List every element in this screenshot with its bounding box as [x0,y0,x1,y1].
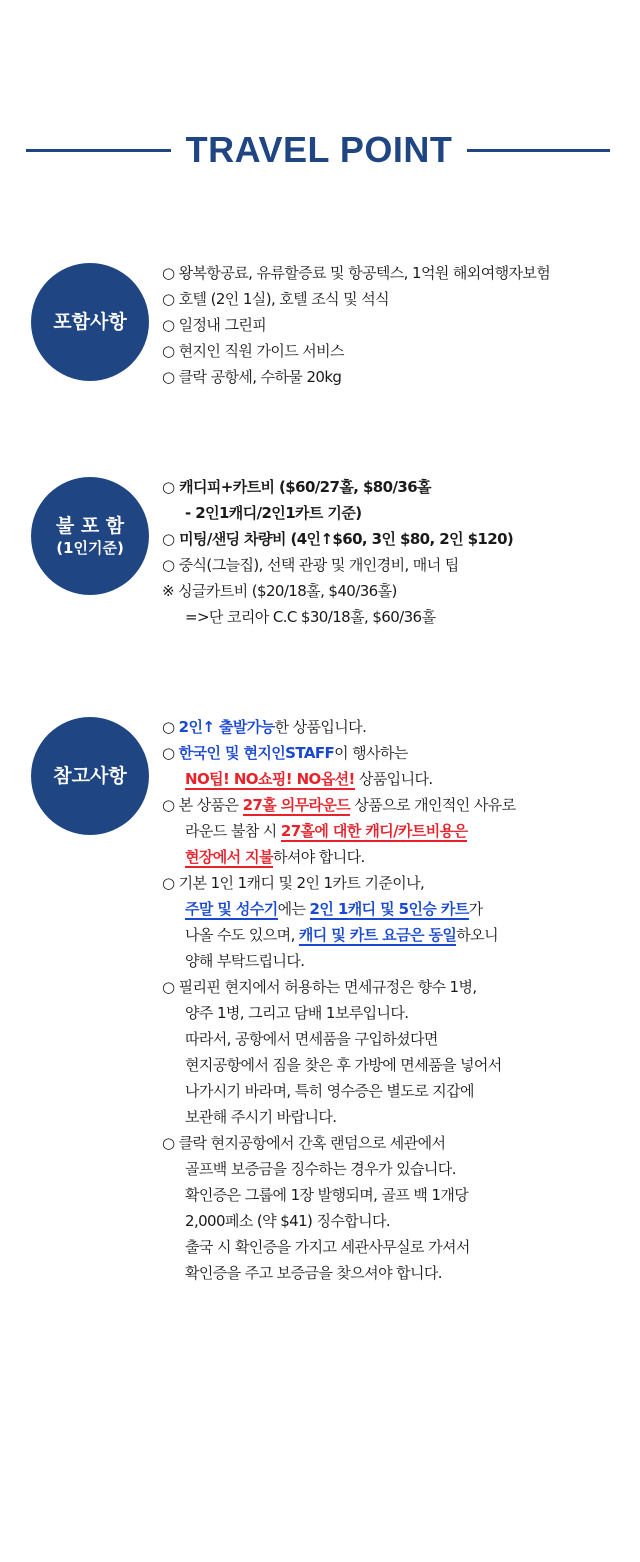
list-item: 골프백 보증금을 징수하는 경우가 있습니다. [185,1160,456,1178]
list-item: =>단 코리아 C.C $30/18홀, $60/36홀 [185,608,436,626]
list-item: 따라서, 공항에서 면세품을 구입하셨다면 [185,1030,438,1048]
highlight-text: NO팁! NO쇼핑! NO옵션! [185,770,355,788]
text: 가 [468,900,483,918]
highlight-text: 캐디 및 카트 요금은 동일 [298,926,457,944]
text: 하셔야 합니다. [272,848,365,866]
list-item: 보관해 주시기 바랍니다. [185,1108,337,1126]
notes-badge-label: 참고사항 [53,765,127,787]
list-item: 확인증은 그룹에 1장 발행되며, 골프 백 1개당 [185,1186,469,1204]
text: 이 행사하는 [334,744,408,762]
list-item [162,844,632,870]
text: ○ [162,718,179,736]
highlight-text: 현장에서 지불 [185,848,273,866]
list-item [162,714,632,740]
list-item [162,818,632,844]
list-item: ○ 중식(그늘집), 선택 관광 및 개인경비, 매너 팁 [162,556,459,574]
highlight-text: 주말 및 성수기 [185,900,278,918]
list-item [162,896,632,922]
list-item: ○ 기본 1인 1캐디 및 2인 1카트 기준이나, [162,874,425,892]
text: ○ 본 상품은 [162,796,243,814]
list-item: ○ 호텔 (2인 1실), 호텔 조식 및 석식 [162,290,390,308]
highlight-text: 27홀 의무라운드 [242,796,351,814]
list-item [162,922,632,948]
excluded-badge-label: 불 포 함 [55,515,125,537]
list-item: 현지공항에서 짐을 찾은 후 가방에 면세품을 넣어서 [185,1056,502,1074]
notes-list [162,714,632,1286]
list-item: ※ 싱글카트비 ($20/18홀, $40/36홀) [162,582,397,600]
list-item: 출국 시 확인증을 가지고 세관사무실로 가셔서 [185,1238,470,1256]
list-item: - 2인1캐디/2인1카트 기준) [185,504,362,522]
highlight-text: 2인↑ 출발가능 [178,718,275,736]
list-item: ○ 클락 현지공항에서 간혹 랜덤으로 세관에서 [162,1134,446,1152]
list-item: ○ 필리핀 현지에서 허용하는 면세규정은 향수 1병, [162,978,477,996]
list-item: ○ 미팅/샌딩 차량비 (4인↑$60, 3인 $80, 2인 $120) [162,530,514,548]
list-item: 2,000페소 (약 $41) 징수합니다. [185,1212,391,1230]
header-right-rule [467,149,610,152]
text: ○ [162,744,179,762]
text: 에는 [277,900,310,918]
header-left-rule [26,149,171,152]
list-item [162,766,632,792]
list-item [162,740,632,766]
excluded-badge-sublabel: (1인기준) [56,539,124,557]
list-item: 확인증을 주고 보증금을 찾으셔야 합니다. [185,1264,442,1282]
highlight-text: 2인 1캐디 및 5인승 카트 [309,900,469,918]
text: 하오니 [456,926,498,944]
text: 라운드 불참 시 [185,822,281,840]
list-item: ○ 캐디피+카트비 ($60/27홀, $80/36홀 [162,478,431,496]
list-item: 양주 1병, 그리고 담배 1보루입니다. [185,1004,409,1022]
text: 나올 수도 있으며, [185,926,299,944]
included-list [162,260,632,390]
text: 상품으로 개인적인 사유로 [350,796,516,814]
list-item: ○ 클락 공항세, 수하물 20kg [162,368,342,386]
page-title: TRAVEL POINT [185,129,453,170]
text: 상품입니다. [354,770,433,788]
excluded-badge [31,477,149,595]
list-item: ○ 일정내 그린피 [162,316,267,334]
list-item: 양해 부탁드립니다. [185,952,305,970]
highlight-text: 27홀에 대한 캐디/카트비용은 [280,822,468,840]
included-badge [31,263,149,381]
list-item: ○ 현지인 직원 가이드 서비스 [162,342,344,360]
excluded-list [162,474,632,630]
list-item [162,792,632,818]
section-header [0,128,640,172]
text: 한 상품입니다. [274,718,367,736]
list-item: ○ 왕복항공료, 유류할증료 및 항공텍스, 1억원 해외여행자보험 [162,264,551,282]
highlight-text: 한국인 및 현지인STAFF [178,744,335,762]
notes-badge [31,717,149,835]
list-item: 나가시기 바라며, 특히 영수증은 별도로 지갑에 [185,1082,474,1100]
included-badge-label: 포함사항 [53,311,127,333]
